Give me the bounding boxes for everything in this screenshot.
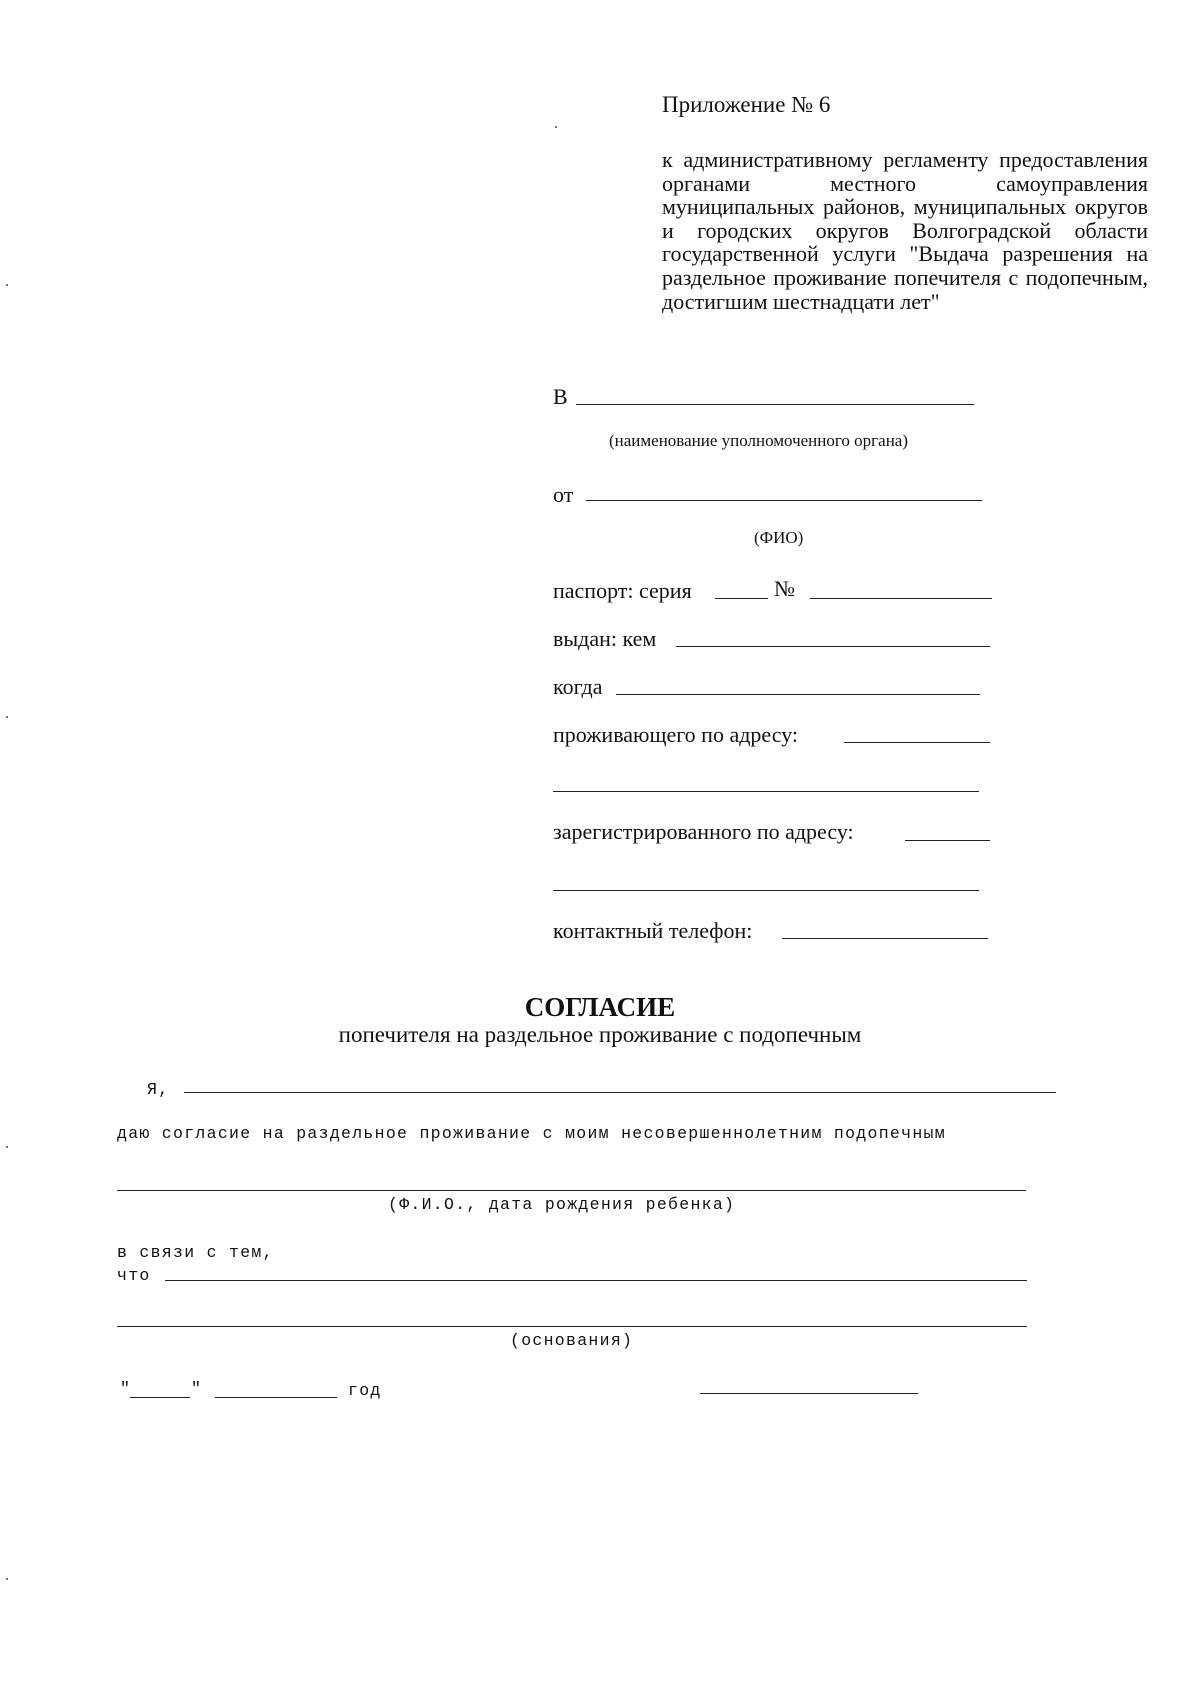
to-label: В: [553, 384, 568, 409]
applicant-caption: (ФИО): [754, 528, 804, 547]
appendix-title: Приложение № 6: [662, 92, 831, 117]
from-label: от: [553, 482, 574, 507]
appendix-reference: к административному регламенту предоставления органами местного самоуправления муниципальных районов, муниципальных округов и городских округов Волгоградской области государственной услуги "Выдача разрешения на раздельное проживание попечителя с подопечным, достигшим шестнадцати лет": [662, 147, 1148, 314]
passport-series-field[interactable]: [715, 598, 768, 599]
document-subtitle: попечителя на раздельное проживание с подопечным: [338, 1022, 862, 1047]
phone-label: контактный телефон:: [553, 918, 753, 943]
document-title: СОГЛАСИЕ: [524, 992, 676, 1022]
scan-speck: [6, 1146, 8, 1148]
registration-address-field-cont[interactable]: [553, 890, 979, 891]
date-quote-open: ": [120, 1379, 132, 1398]
residence-address-field[interactable]: [844, 742, 990, 743]
issued-by-label: выдан: кем: [553, 626, 657, 651]
scan-speck: [6, 1578, 8, 1580]
registration-address-field[interactable]: [905, 840, 990, 841]
reason-field[interactable]: [165, 1280, 1027, 1281]
i-label: Я,: [147, 1080, 170, 1099]
issue-date-label: когда: [553, 674, 603, 699]
consent-statement: даю согласие на раздельное проживание с моим несовершеннолетним подопечным: [117, 1124, 946, 1143]
authority-name-field[interactable]: [576, 404, 974, 405]
residence-address-label: проживающего по адресу:: [553, 722, 799, 747]
authority-caption: (наименование уполномоченного органа): [609, 431, 909, 450]
date-day-field[interactable]: [130, 1397, 190, 1398]
child-name-dob-field[interactable]: [117, 1190, 1026, 1191]
applicant-name-field[interactable]: [586, 500, 982, 501]
passport-number-label: №: [774, 576, 795, 601]
date-quote-close: ": [191, 1379, 203, 1398]
date-month-field[interactable]: [215, 1397, 337, 1398]
issue-date-field[interactable]: [616, 694, 980, 695]
residence-address-field-cont[interactable]: [553, 791, 979, 792]
signature-field[interactable]: [700, 1393, 918, 1394]
guardian-name-field[interactable]: [184, 1092, 1056, 1093]
reason-intro: в связи с тем,: [117, 1243, 274, 1262]
year-label: год: [348, 1381, 382, 1400]
passport-series-label: паспорт: серия: [553, 578, 692, 603]
scan-speck: [555, 126, 557, 128]
passport-number-field[interactable]: [810, 598, 992, 599]
child-caption: (Ф.И.О., дата рождения ребенка): [388, 1195, 736, 1214]
registration-address-label: зарегистрированного по адресу:: [553, 819, 854, 844]
issued-by-field[interactable]: [676, 646, 990, 647]
reason-field-cont[interactable]: [117, 1326, 1027, 1327]
reason-caption: (основания): [510, 1331, 634, 1350]
scan-speck: [6, 284, 8, 286]
phone-field[interactable]: [782, 938, 988, 939]
reason-that: что: [117, 1266, 151, 1285]
scan-speck: [6, 716, 8, 718]
